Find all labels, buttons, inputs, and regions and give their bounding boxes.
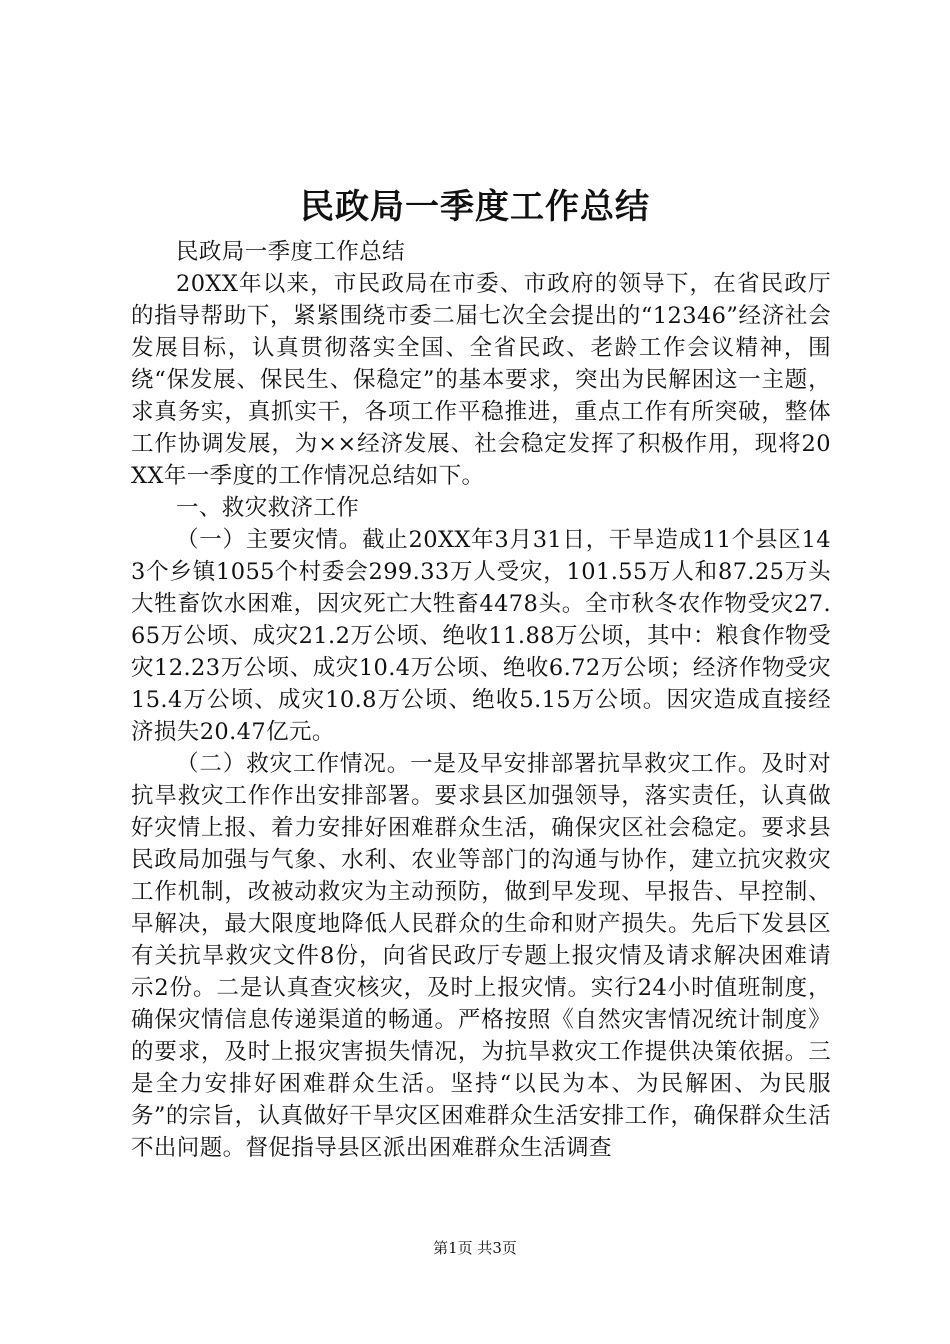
document-body [131,236,831,1164]
relief-work-paragraph: （二）救灾工作情况。一是及早安排部署抗旱救灾工作。及时对抗旱救灾工作作出安排部署。要求县区加强领导，落实责任，认真做好灾情上报、着力安排好困难群众生活，确保灾区社会稳定。要求县民政局加强与气象、水利、农业等部门的沟通与协作，建立抗灾救灾工作机制，改被动救灾为主动预防，做到早发现、早报告、早控制、早解决，最大限度地降低人民群众的生命和财产损失。先后下发县区有关抗旱救灾文件8份，向省民政厅专题上报灾情及请求解决困难请示2份。二是认真查灾核灾，及时上报灾情。实行24小时值班制度，确保灾情信息传递渠道的畅通。严格按照《自然灾害情况统计制度》的要求，及时上报灾害损失情况，为抗旱救灾工作提供决策依据。三是全力安排好困难群众生活。坚持“以民为本、为民解困、为民服务”的宗旨，认真做好干旱灾区困难群众生活安排工作，确保群众生活不出问题。督促指导县区派出困难群众生活调查 [131,751,831,1161]
document-title: 民政局一季度工作总结 [300,187,650,227]
page-footer: 第1页 共3页 [433,1239,517,1257]
disaster-situation-paragraph: （一）主要灾情。截止20XX年3月31日，干旱造成11个县区143个乡镇1055个村委会299.33万人受灾，101.55万人和87.25万头大牲畜饮水困难，因灾死亡大牲畜4478头。全市秋冬农作物受灾27.65万公顷、成灾21.2万公顷、绝收11.88万公顷，其中：粮食作物受灾12.23万公顷、成灾10.4万公顷、绝收6.72万公顷；经济作物受灾15.4万公顷、成灾10.8万公顷、绝收5.15万公顷。因灾造成直接经济损失20.47亿元。 [131,527,831,745]
section-heading: 一、救灾救济工作 [176,495,360,521]
intro-paragraph: 20XX年以来，市民政局在市委、市政府的领导下，在省民政厅的指导帮助下，紧紧围绕市委二届七次全会提出的“12346”经济社会发展目标，认真贯彻落实全国、全省民政、老龄工作会议精神，围绕“保发展、保民生、保稳定”的基本要求，突出为民解困这一主题，求真务实，真抓实干，各项工作平稳推进，重点工作有所突破，整体工作协调发展，为××经济发展、社会稳定发挥了积极作用，现将20XX年一季度的工作情况总结如下。 [131,271,831,489]
subtitle-paragraph: 民政局一季度工作总结 [176,239,406,265]
